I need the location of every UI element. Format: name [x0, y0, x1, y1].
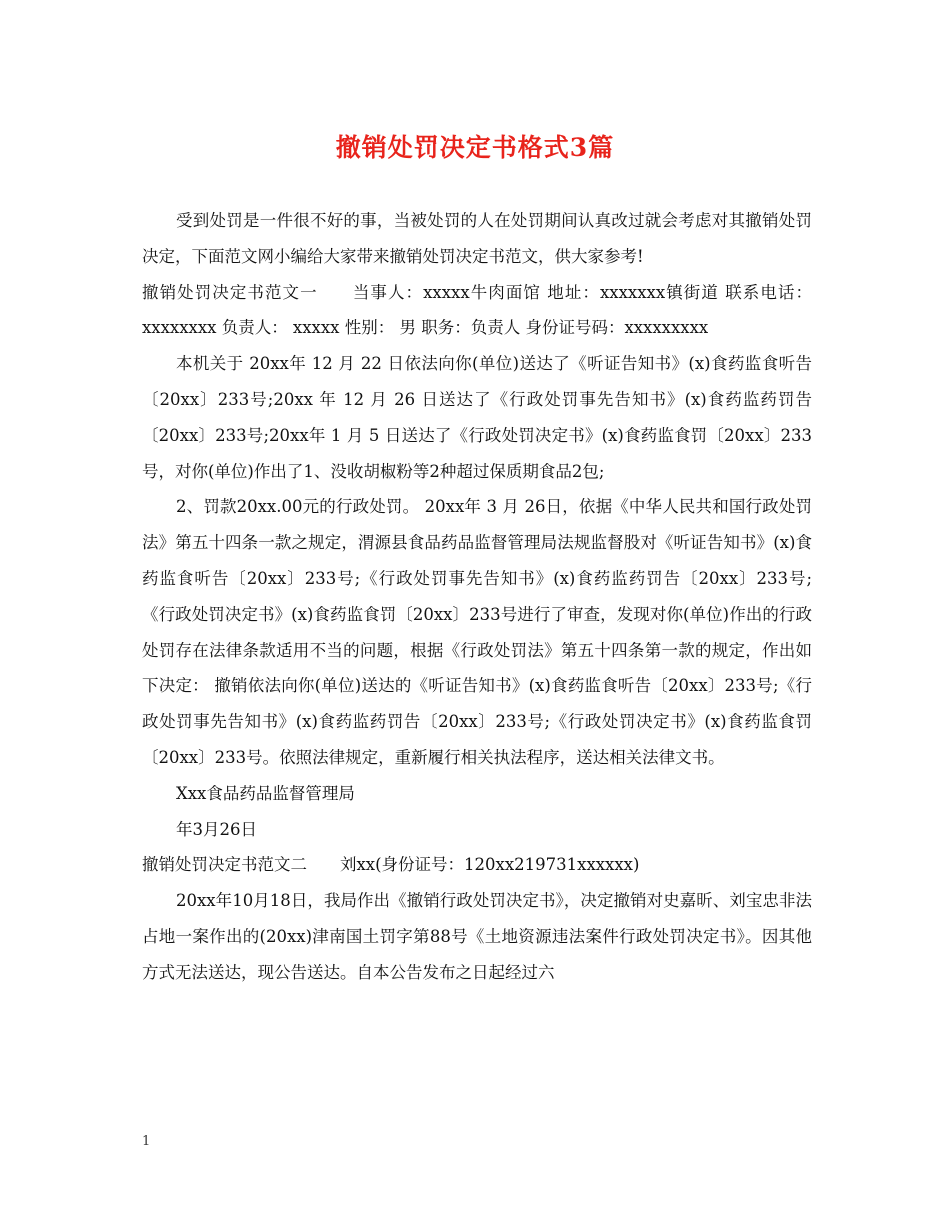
page-number: 1 — [142, 1134, 151, 1149]
paragraph-sample-one-header: 撤销处罚决定书范文一 当事人：xxxxx牛肉面馆 地址：xxxxxxx镇街道 联系电话： xxxxxxxx 负责人： xxxxx 性别： 男 职务：负责人 身份证号码：xxxxxxxxx — [142, 282, 812, 338]
document-body — [142, 203, 812, 991]
paragraph-sample-two-header: 撤销处罚决定书范文二 刘xx(身份证号：120xx219731xxxxxx) — [142, 855, 640, 875]
paragraph-service-record: 本机关于 20xx年 12 月 22 日依法向你(单位)送达了《听证告知书》(x)食药监食听告〔20xx〕233号;20xx 年 12 月 26 日送达了《行政处罚事先告知书》(x)食药监药罚告〔20xx〕233号;20xx年 1 月 5 日送达了《行政处罚决定书》(x)食药监食罚〔20xx〕233号，对你(单位)作出了1、没收胡椒粉等2种超过保质期食品2包; — [142, 354, 812, 481]
paragraph-issuing-authority: Xxx食品药品监督管理局 — [176, 783, 355, 803]
paragraph-date: 年3月26日 — [176, 819, 257, 839]
paragraph-decision: 2、罚款20xx.00元的行政处罚。 20xx年 3 月 26日，依据《中华人民共和国行政处罚法》第五十四条一款之规定，渭源县食品药品监督管理局法规监督股对《听证告知书》(x)食药监食听告〔20xx〕233号;《行政处罚事先告知书》(x)食药监药罚告〔20xx〕233号;《行政处罚决定书》(x)食药监食罚〔20xx〕233号进行了审查，发现对你(单位)作出的行政处罚存在法律条款适用不当的问题，根据《行政处罚法》第五十四条第一款的规定，作出如下决定： 撤销依法向你(单位)送达的《听证告知书》(x)食药监食听告〔20xx〕233号;《行政处罚事先告知书》(x)食药监药罚告〔20xx〕233号;《行政处罚决定书》(x)食药监食罚〔20xx〕233号。依照法律规定，重新履行相关执法程序，送达相关法律文书。 — [142, 497, 812, 767]
paragraph-announcement: 20xx年10月18日，我局作出《撤销行政处罚决定书》，决定撤销对史嘉昕、刘宝忠非法占地一案作出的(20xx)津南国土罚字第88号《土地资源违法案件行政处罚决定书》。因其他方式无法送达，现公告送达。自本公告发布之日起经过六 — [142, 891, 812, 982]
paragraph-intro: 受到处罚是一件很不好的事，当被处罚的人在处罚期间认真改过就会考虑对其撤销处罚决定，下面范文网小编给大家带来撤销处罚决定书范文，供大家参考! — [142, 211, 812, 266]
document-title: 撤销处罚决定书格式3篇 — [335, 133, 615, 162]
